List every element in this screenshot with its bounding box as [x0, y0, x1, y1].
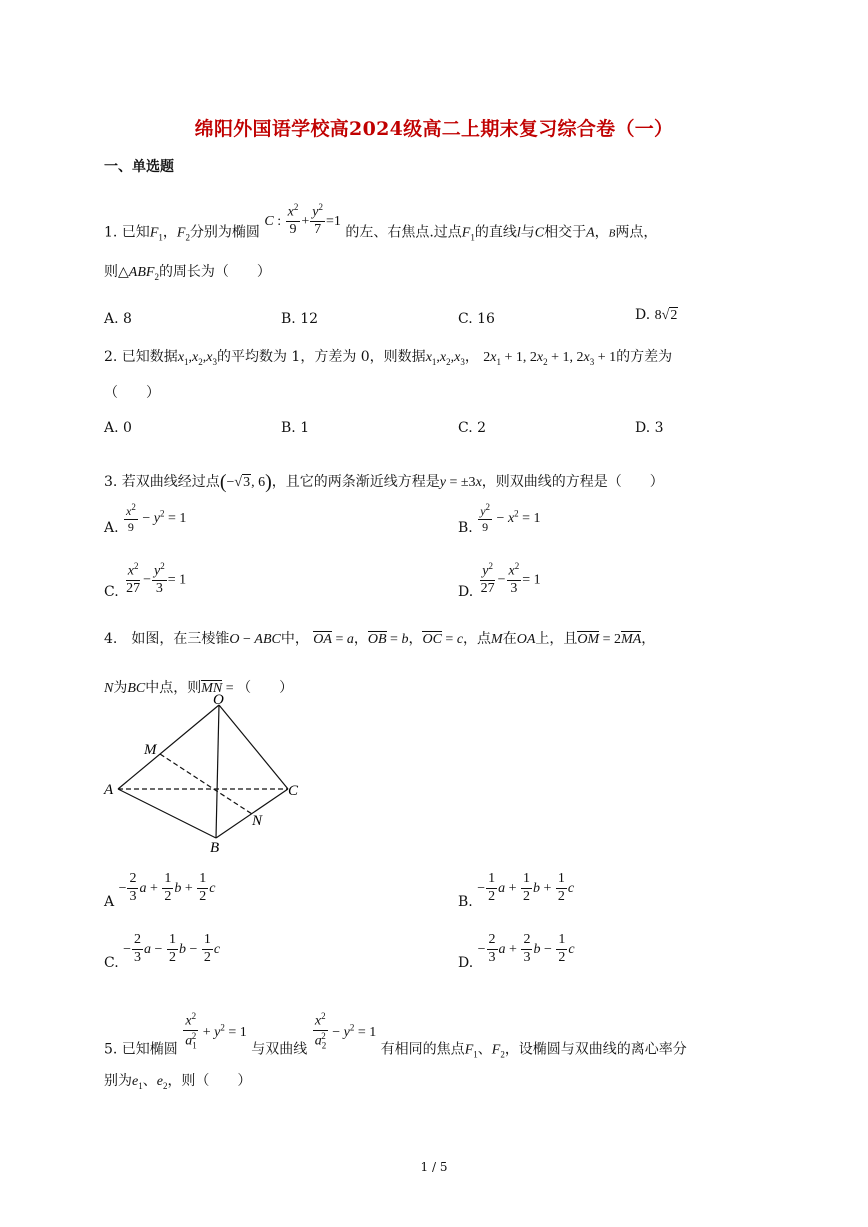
page-title: 绵阳外国语学校高2024级高二上期末复习综合卷（一） [194, 118, 674, 140]
section-title: 一、单选题 [104, 159, 174, 175]
edge-oa [118, 705, 219, 789]
ellipse-equation: C : $\frac{x^2}{9}$ + $\frac{y^2}{7}$ =1 [264, 202, 341, 238]
edge-ob [216, 705, 219, 838]
hyperbola-equation-q5: $\frac{x^2}{a_2^2}$ − $y^2 = 1$ [314, 1011, 377, 1051]
label-m: M [144, 742, 157, 758]
label-a: A [104, 782, 114, 798]
question-4-option-c[interactable]: C. − $\frac{2}{3}$ a − $\frac{1}{2}$ b − $\frac{1}{2}$ c [104, 932, 221, 972]
question-1-line-2: 则$\triangle ABF_2$的周长为（ ） [104, 264, 271, 282]
question-2-line-2: （ ） [104, 385, 160, 401]
label-c: C [288, 783, 299, 799]
question-1-option-d[interactable]: D. 8√2 [635, 307, 678, 323]
label-b: B [210, 840, 220, 856]
question-2-option-d[interactable]: D. 3 [635, 420, 664, 436]
label-n: N [252, 813, 263, 829]
question-1-option-a[interactable]: A. 8 [104, 311, 132, 327]
question-1-option-b[interactable]: B. 12 [281, 311, 319, 327]
question-3-option-d[interactable]: D. $\frac{y^2}{27}$ − $\frac{x^2}{3}$ = 1 [458, 561, 541, 600]
edge-ab [118, 789, 216, 838]
question-3-line-1: 3. 若双曲线经过点(−√3, 6)，且它的两条渐近线方程是y = ±3x，则双曲线的方程是（ ） [104, 471, 664, 493]
tetrahedron-figure [100, 690, 320, 860]
label-o: O [213, 692, 224, 708]
page-number: 1 / 5 [420, 1160, 448, 1174]
question-2-option-b[interactable]: B. 1 [281, 420, 310, 436]
question-5-line-1: 5. 已知椭圆 $\frac{x^2}{a_1^2}$ + $y^2 = 1$ 与双曲线 $\frac{x^2}{a_2^2}$ − $y^2 = 1$ 有相同的焦点$F_1$、$F_2$，设椭圆与双曲线的离心率分 [104, 1011, 687, 1060]
question-1-line-1: 1. 已知$F_1$，$F_2$分别为椭圆 C : $\frac{x^2}{9}$ + $\frac{y^2}{7}$ =1 的左、右焦点.过点$F_1$的直线l与C相交于A，B两点， [104, 202, 658, 243]
question-4-line-2: N为BC中点，则MN = （ ） [104, 680, 294, 696]
question-3-option-c[interactable]: C. $\frac{x^2}{27}$ − $\frac{y^2}{3}$ = 1 [104, 561, 187, 600]
segment-mn-dashed [160, 754, 252, 814]
question-4-line-1: 4. 如图，在三棱锥O − ABC中， OA = a，OB = b，OC = c，点M在OA上，且OM = 2MA， [104, 631, 656, 647]
question-1-option-c[interactable]: C. 16 [458, 311, 495, 327]
question-3-option-b[interactable]: B. $\frac{y^2}{9}$ − $x^2 = 1$ [458, 502, 541, 537]
question-4-option-a[interactable]: A − $\frac{2}{3}$ a + $\frac{1}{2}$ b + $\frac{1}{2}$ c [104, 871, 216, 911]
question-2-line-1: 2. 已知数据$x_1,x_2,x_3$的平均数为 1，方差为 0，则数据$x_1,x_2,x_3$， $2x_1 + 1$, $2x_2 + 1$, $2x_3 + 1$的方差为 [104, 349, 673, 367]
question-5-line-2: 别为$e_1$、$e_2$，则（ ） [104, 1073, 252, 1091]
question-4-option-d[interactable]: D. − $\frac{2}{3}$ a + $\frac{2}{3}$ b − $\frac{1}{2}$ c [458, 932, 575, 972]
ellipse-equation-q5: $\frac{x^2}{a_1^2}$ + $y^2 = 1$ [185, 1011, 247, 1051]
question-3-option-a[interactable]: A. $\frac{x^2}{9}$ − $y^2 = 1$ [104, 502, 187, 537]
question-4-option-b[interactable]: B. − $\frac{1}{2}$ a + $\frac{1}{2}$ b + $\frac{1}{2}$ c [458, 871, 575, 911]
edge-oc [219, 705, 288, 789]
question-2-option-c[interactable]: C. 2 [458, 420, 487, 436]
question-2-option-a[interactable]: A. 0 [104, 420, 132, 436]
